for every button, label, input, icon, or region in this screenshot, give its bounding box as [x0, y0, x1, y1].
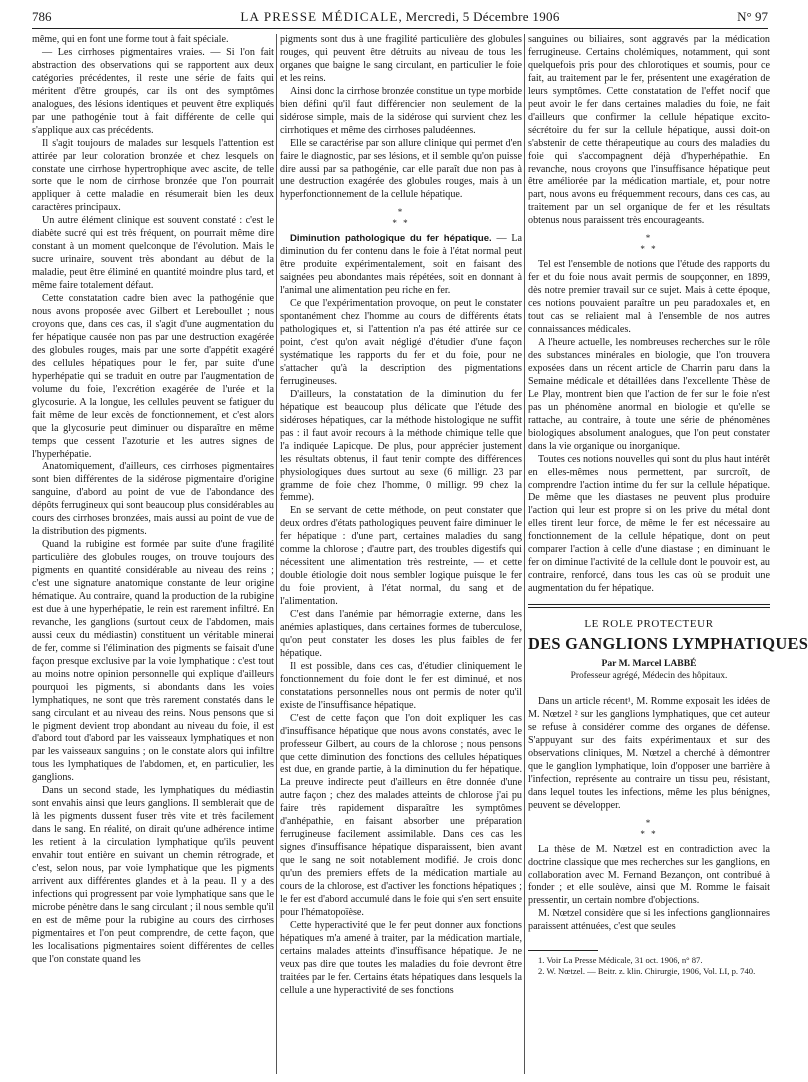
paragraph: Dans un second stade, les lymphatiques du médiastin sont envahis ainsi que leurs ganglions. Il semblerait que de là les pigments dussent fuser très vite et très facilement dans le sang. En réalité, on dirait qu'une adhérence intime les retient à la circulation lymphatique qu'ils peuvent envahir tout entière en suivant un chemin rétrograde, et c'est, selon nous, par voie lymphatique que les pigments arrivent aux différentes glandes et à la peau. Il y a des infections qui progressent par voie lymphatique sans que le microbe pénètre dans le sang circulant ; il nous semble qu'il en est de même pour la rubigine au cours des cirrhoses pigmentaires et l'on peut comprendre, de cette façon, que les localisations pigmentaires soient différentes de celles que l'on constate quand les [32, 785, 274, 965]
article-kicker: LE ROLE PROTECTEUR [584, 618, 714, 631]
page-header [32, 6, 768, 29]
paragraph: Toutes ces notions nouvelles qui sont du plus haut intérêt en elles-mêmes nous permettent, par surcroît, de comprendre l'action intime du fer sur la cellule hépatique. De même que les diastases ne peuvent plus produire l'action qui leur est propre si on les prive du métal dont elles tirent leur force, de même le fer est nécessaire au fonctionnement de la cellule hépatique, dont on peut comparer l'action à celle d'une diastase ; en diminuant le fer on diminue l'activité de la cellule dont le pouvoir est, au contraire, renforcé, dans tous les cas où se produit une augmentation du fer hépatique. [528, 453, 770, 595]
column-2 [280, 34, 522, 1078]
article-divider [528, 604, 770, 605]
article-divider [528, 607, 770, 608]
paragraph: C'est de cette façon que l'on doit expliquer les cas d'insuffisance hépatique que nous avons constatés, avec le professeur Gilbert, au cours de la chlorose ; nous pensons que cette diminution des fonctions des cellules hépatiques est due, en grande partie, à la diminution du fer hépatique. La preuve indirecte peut d'ailleurs en être donnée d'une autre façon ; chez des malades atteints de chlorose j'ai pu faire très rapidement disparaître les symptômes d'anhépathie, en faisant absorber une préparation ferrugineuse facilement assimilable. Dans ces cas les signes d'insuffisance hépatique disparaissent, bien avant que le sang ne soit notablement modifié. Je crois donc qu'un des premiers effets de la médication martiale au cours de la chlorose, est d'activer les fonctions hépatiques ; le fer est d'abord accumulé dans le foie qui s'en sert ensuite pour l'hématopoïèse. [280, 712, 522, 918]
footnote: 1. Voir La Presse Médicale, 31 oct. 1906, n° 87. [538, 955, 703, 966]
paragraph: Il s'agit toujours de malades sur lesquels l'attention est attirée par leur coloration bronzée et chez lesquels on constate une cirrhose hypertrophique avec ascite, de telle sorte que le nom de cirrhose bronzée que l'on pourrait appliquer à cette maladie en résumerait bien les deux caractères principaux. [32, 137, 274, 214]
paragraph: Il est possible, dans ces cas, d'étudier cliniquement le fonctionnement du foie dont le fer est diminué, et nos constatations personnelles nous ont permis de noter qu'il existe de l'insuffisance hépatique. [280, 660, 522, 711]
paragraph: C'est dans l'anémie par hémorragie externe, dans les anémies aplastiques, dans certaines formes de tuberculose, qu'on peut constater les doses les plus faibles de fer hépatique. [280, 609, 522, 659]
paragraph: Cette hyperactivité que le fer peut donner aux fonctions hépatiques m'a amené à traiter, par la médication martiale, certains malades atteints d'insuffisance hépatique. Je ne veux pas dire que toutes les maladies du foie devront être traitées par le fer. Certains états hépatiques dans lesquels la cellule a une hyperactivité de ses fonctions [280, 919, 522, 996]
paragraph: M. Nœtzel considère que si les infections ganglionnaires paraissent atténuées, c'est que seules [528, 908, 770, 933]
paragraph: Anatomiquement, d'ailleurs, ces cirrhoses pigmentaires sont bien différentes de la sidérose pigmentaire d'origine sanguine, d'abord au point de vue de l'abondance des dépôts ferrugineux qui sont beaucoup plus considérables au cours des cirrhoses bronzées, mais aussi au point de vue de la distribution des pigments. [32, 461, 274, 538]
paragraph: sanguines ou biliaires, sont aggravés par la médication ferrugineuse. Certains cholémiques, notamment, qui sont quelquefois pris pour des chlorotiques et soumis, pour ce fait, au traitement par le fer, présentent une exagération de leurs symptômes. Cette constatation de l'effet nocif que peut avoir le fer dans certaines maladies du foie, ne fait d'ailleurs que confirmer la cellule hépatique excito-sécrétoire du fer sur la cellule hépatique, aussi doit-on s'abstenir de cette thérapeutique au cours des maladies du foie qui s'accompagnent déjà d'hyperhépathie. En revanche, nous croyons que l'insuffisance hépatique peut être améliorée par la médication martiale, et, pour notre part, nous avons eu fréquemment recours, dans ces cas, au traitement par un sel organique de fer et les résultats obtenus nous paraissent très encourageants. [528, 34, 770, 227]
journal-name: LA PRESSE MÉDICALE [240, 9, 399, 24]
section-separator: * * * [640, 817, 658, 839]
paragraph: — Les cirrhoses pigmentaires vraies. — Si l'on fait abstraction des observations qui se rapportent aux deux catégories précédentes, il reste une série de faits qui méritent d'être groupés, car ils ont des symptômes analogues, des lésions identiques et peuvent être expliqués par une pathogénie tout à fait différente de celle qui s'applique aux cas précédents. [32, 46, 274, 136]
section-separator: * * * [392, 207, 410, 229]
paragraph-text: — La diminution du fer contenu dans le foie à l'état normal peut être produite expérimentalement, soit en faisant des saignées peu abondantes mais répétées, soit en donnant à l'animal une alimentation peu riche en fer. [280, 233, 522, 297]
page-number: 786 [32, 9, 52, 24]
column-3 [528, 34, 808, 1078]
column-rule [524, 34, 525, 1074]
column-rule [276, 34, 277, 1074]
section-heading: Diminution pathologique du fer hépatique. [290, 233, 492, 245]
paragraph: Un autre élément clinique est souvent constaté : c'est le diabète sucré qui est très fréquent, on pourrait même dire constant à un moment quelconque de l'évolution. Mais le sucre urinaire, souvent très abondant au début de la maladie, peut être éliminé en quantité moindre plus tard, et même faire totalement défaut. [32, 215, 274, 292]
paragraph: Dans un article récent¹, M. Romme exposait les idées de M. Nœtzel ² sur les ganglions lymphatiques, que cet auteur se refuse à considérer comme des organes de défense. S'appuyant sur des faits expérimentaux et sur des observations cliniques, M. Nœtzel a cherché à démontrer que le ganglion lymphatique, loin d'opposer une barrière à l'infection, représente au contraire un tissu peu, résistant, dans lequel toutes les infections, même les plus bénignes, peuvent se développer. [528, 696, 770, 811]
article-title: DES GANGLIONS LYMPHATIQUES [528, 634, 808, 654]
paragraph [280, 233, 522, 298]
footnote-rule [528, 950, 598, 951]
paragraph: La thèse de M. Nœtzel est en contradiction avec la doctrine classique que mes recherches sur les ganglions, en collaboration avec M. Fernand Bezançon, ont contribué à fonder ; et elle soulève, ainsi que M. Romme le faisait pressentir, un certain nombre d'objections. [528, 843, 770, 907]
footnotes [528, 955, 770, 976]
paragraph: D'ailleurs, la constatation de la diminution du fer hépatique est beaucoup plus délicate que l'étude des sidéroses hépatiques, car la méthode histologique ne suffit pas : il faut avoir recours à la méthode chimique telle que l'a indiquée Lapicque. De plus, pour apprécier justement les résultats obtenus, il faut tenir compte des différences physiologiques dues surtout au sexe (6 milligr. 23 par gramme de foie chez l'homme, 0 milligr. 99 chez la femme). [280, 388, 522, 504]
article-byline: Par M. Marcel LABBÉ [601, 658, 697, 670]
running-title [32, 9, 768, 25]
issue-number: N° 97 [737, 9, 768, 24]
author-affiliation: Professeur agrégé, Médecin des hôpitaux. [570, 671, 728, 682]
column-1 [32, 34, 274, 1078]
paragraph: pigments sont dus à une fragilité particulière des globules rouges, qui peuvent être détruits au niveau de tous les organes que baigne le sang circulant, en particulier le foie et les reins. [280, 34, 522, 84]
paragraph: Ainsi donc la cirrhose bronzée constitue un type morbide bien défini qu'il faut différencier non seulement de la sidérose simple, mais de la sidérose qui survient chez les cirrhotiques et même des cirrhoses paludéennes. [280, 85, 522, 136]
paragraph: Ce que l'expérimentation provoque, on peut le constater spontanément chez l'homme au cours de différents états pathologiques et, si l'attention n'a pas été attirée sur ce point, c'est qu'on avait négligé d'étudier d'une façon systématique les rapports du fer et du foie, pour ne s'attacher qu'à la description des pigmentations ferrugineuses. [280, 298, 522, 387]
paragraph: Quand la rubigine est formée par suite d'une fragilité particulière des globules rouges, on trouve toujours des pigments en quantité considérable au niveau des reins ; c'est une signature anatomique constante de leur origine hématique. Au contraire, quand la production de la rubigine est due à une hyperhépatie, le rein est rarement infiltré. En revanche, les ganglions (surtout ceux de l'abdomen, mais aussi ceux du médiastin) constituent un véritable minerai de fer, comme si l'élimination des pigments se faisait d'une façon presque exclusive par la voie lymphatique : c'est tout au moins notre opinion personnelle qui explique d'ailleurs pourquoi les pigments, si abondants dans les voies lymphatiques, ne sont que très rarement constatés dans le sang circulant et au niveau des reins. Nous pensons que si le pigment devient trop abondant au niveau du foie, il est d'abord tout d'abord par les vaisseaux lymphatiques et non par les vaisseaux sanguins ; on le constate alors qui infiltre tous les lymphatiques de l'abdomen, et, en particulier, les ganglions. [32, 539, 274, 784]
issue-date: , Mercredi, 5 Décembre 1906 [398, 9, 560, 24]
paragraph: Cette constatation cadre bien avec la pathogénie que nous avons proposée avec Gilbert et Lereboullet ; nous croyons que, dans ces cas, il s'agit d'une augmentation du fer hépatique causée non pas par une destruction exagérée des globules rouges, mais par une sorte d'appétit exagéré des cellules hépatiques pour le fer, par suite d'une hyperhépatie qui se traduit en outre par l'augmentation de volume du foie, l'excrétion exagérée de l'urée et la glycosurie. A la longue, les cellules peuvent se fatiguer du fait même de leur excès de fonctionnement, et c'est alors que la glycosurie peut diminuer ou disparaître en même temps que cessent l'azoturie et les autres signes de l'hyperhépatie. [32, 293, 274, 460]
paragraph: Tel est l'ensemble de notions que l'étude des rapports du fer et du foie nous avait permis de soupçonner, en 1899, dès notre premier travail sur ce sujet. Mais à cette époque, ces notions pouvaient paraître un peu paradoxales et, en tout cas se reliaient mal à l'ensemble de nos autres connaissances médicales. [528, 259, 770, 336]
footnote: 2. W. Nœtzel. — Beitr. z. klin. Chirurgie, 1906, Vol. LI, p. 740. [538, 965, 756, 976]
paragraph: A l'heure actuelle, les nombreuses recherches sur le rôle des substances minérales en biologie, que l'on trouvera exposées dans un récent article de Charrin paru dans la Semaine médicale et détaillées dans l'excellente Thèse de Le Play, montrent bien que l'action de fer sur le foie n'est pas un phénomène anormal en biologie et qu'elle se rattache, au contraire, à toute une série de phénomènes biologiques absolument analogues, que l'on peut constater dans la vie organique ou inorganique. [528, 337, 770, 452]
paragraph: En se servant de cette méthode, on peut constater que deux ordres d'états pathologiques peuvent faire diminuer le fer hépatique : d'une part, certaines maladies du sang comme la chlorose ; d'autre part, des troubles digestifs qui nécessitent une alimentation très restreinte, — et cette double étiologie doit nous sembler logique puisque le fer du foie provient, à l'état normal, du sang et de l'alimentation. [280, 505, 522, 608]
paragraph: même, qui en font une forme tout à fait spéciale. [32, 34, 229, 45]
section-separator: * * * [640, 233, 658, 255]
paragraph: Elle se caractérise par son allure clinique qui permet d'en faire le diagnostic, par ses lésions, et il semble qu'on puisse dire aussi par sa pathogénie, car elle paraît due non pas à une destruction exagérée des globules rouges, mais à un hyperfonctionnement de la cellule hépatique. [280, 137, 522, 201]
